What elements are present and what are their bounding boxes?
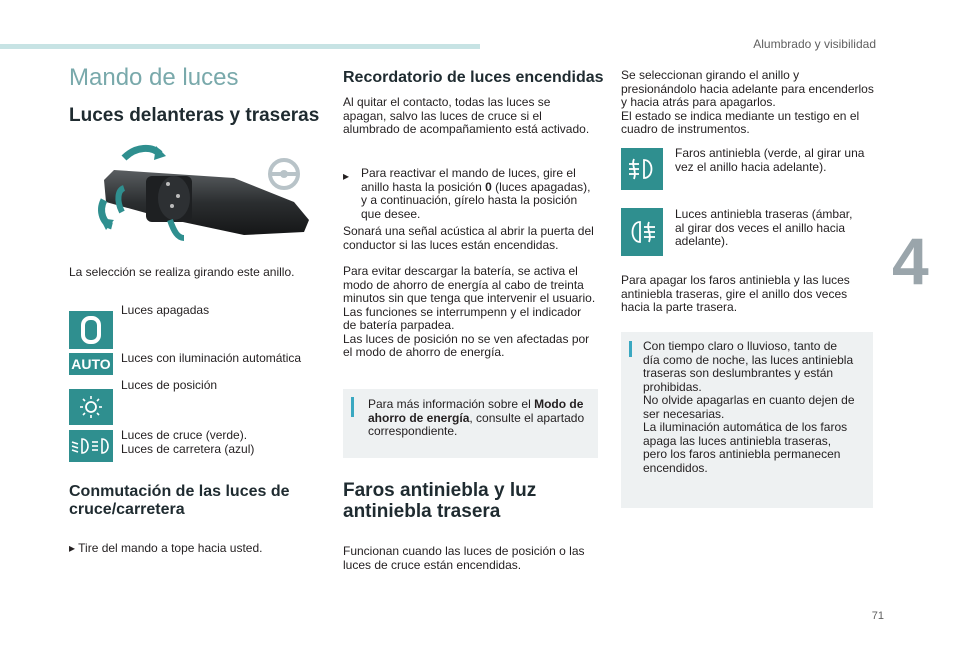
page-title: Mando de luces: [69, 64, 239, 91]
chapter-number: 4: [892, 224, 929, 298]
fog-off-text: Para apagar los faros antiniebla y las luces antiniebla traseras, gire el anillo dos veces hacia la parte trasera.: [621, 273, 850, 314]
fog-title: Faros antiniebla y luz antiniebla trasera: [343, 480, 537, 522]
position-lights-icon: [69, 389, 113, 425]
front-fog-text: Faros antiniebla (verde, al girar una vez el anillo hacia adelante).: [675, 146, 865, 174]
fog-text: Funcionan cuando las luces de posición o las luces de cruce están encendidas.: [343, 544, 585, 572]
reminder-title: Recordatorio de luces encendidas: [343, 69, 604, 86]
reminder-p2: Para reactivar el mando de luces, gire el anillo hasta la posición 0 (luces apagadas), y a continuación, gírelo hasta la posición que desee.: [361, 166, 591, 221]
reminder-p3: Sonará una señal acústica al abrir la puerta del conductor si las luces están encendidas.: [343, 224, 594, 252]
section-title: Alumbrado y visibilidad: [753, 37, 876, 51]
rear-fog-icon: [621, 208, 663, 256]
subtitle-front-rear-lights: Luces delanteras y traseras: [69, 105, 320, 126]
info-icon: [629, 341, 632, 357]
info-icon: [351, 397, 354, 417]
battery-saving-text: Para evitar descargar la batería, se activa el modo de ahorro de energía al cabo de treinta minutos sin que tenga que intervenir el usuario. Las funciones se interrumpenn y el indicador de batería parpadea. Las luces de posición no se ven afectadas por el modo de ahorro de energía.: [343, 264, 596, 359]
rear-fog-text: Luces antiniebla traseras (ámbar, al girar dos veces el anillo hacia adelante).: [675, 207, 853, 248]
ring-selection-text: La selección se realiza girando este anillo.: [69, 265, 295, 279]
row-label-off: Luces apagadas: [121, 303, 210, 317]
bullet-icon: ▸: [343, 169, 350, 183]
fog-selection-text: Se seleccionan girando el anillo y presionándolo hacia adelante para encenderlos y hacia atrás para apagarlos. El estado se indica mediante un testigo en el cuadro de instrumentos.: [621, 68, 874, 136]
light-stalk-illustration: [94, 140, 322, 248]
switch-beams-text: ▸ Tire del mando a tope hacia usted.: [69, 540, 263, 555]
page-number: 71: [871, 610, 884, 622]
reminder-p1: Al quitar el contacto, todas las luces se apagan, salvo las luces de cruce si el alumbrado de acompañamiento está activado.: [343, 95, 590, 136]
bullet-icon: ▸: [69, 540, 79, 555]
row-label-position: Luces de posición: [121, 378, 218, 392]
zero-icon: [69, 311, 113, 349]
low-high-beam-icon: [69, 430, 113, 462]
info-fog-text: Con tiempo claro o lluvioso, tanto de día como de noche, las luces antiniebla traseras son deslumbrantes y están prohibidas. No olvide apagarlas en cuanto dejen de ser necesarias. La iluminación automática de los faros apaga las luces antiniebla traseras, pero los faros antiniebla permanecen encendidos.: [643, 339, 855, 475]
switch-beams-title: Conmutación de las luces de cruce/carretera: [69, 483, 290, 518]
svg-text:AUTO: AUTO: [71, 356, 111, 372]
front-fog-icon: [621, 148, 663, 190]
row-label-beams: Luces de cruce (verde). Luces de carretera (azul): [121, 428, 255, 456]
auto-icon: [69, 353, 113, 375]
row-label-auto: Luces con iluminación automática: [121, 351, 302, 365]
header-bar: [0, 44, 480, 49]
info-energy-text: Para más información sobre el Modo de ahorro de energía, consulte el apartado correspondiente.: [368, 397, 585, 438]
